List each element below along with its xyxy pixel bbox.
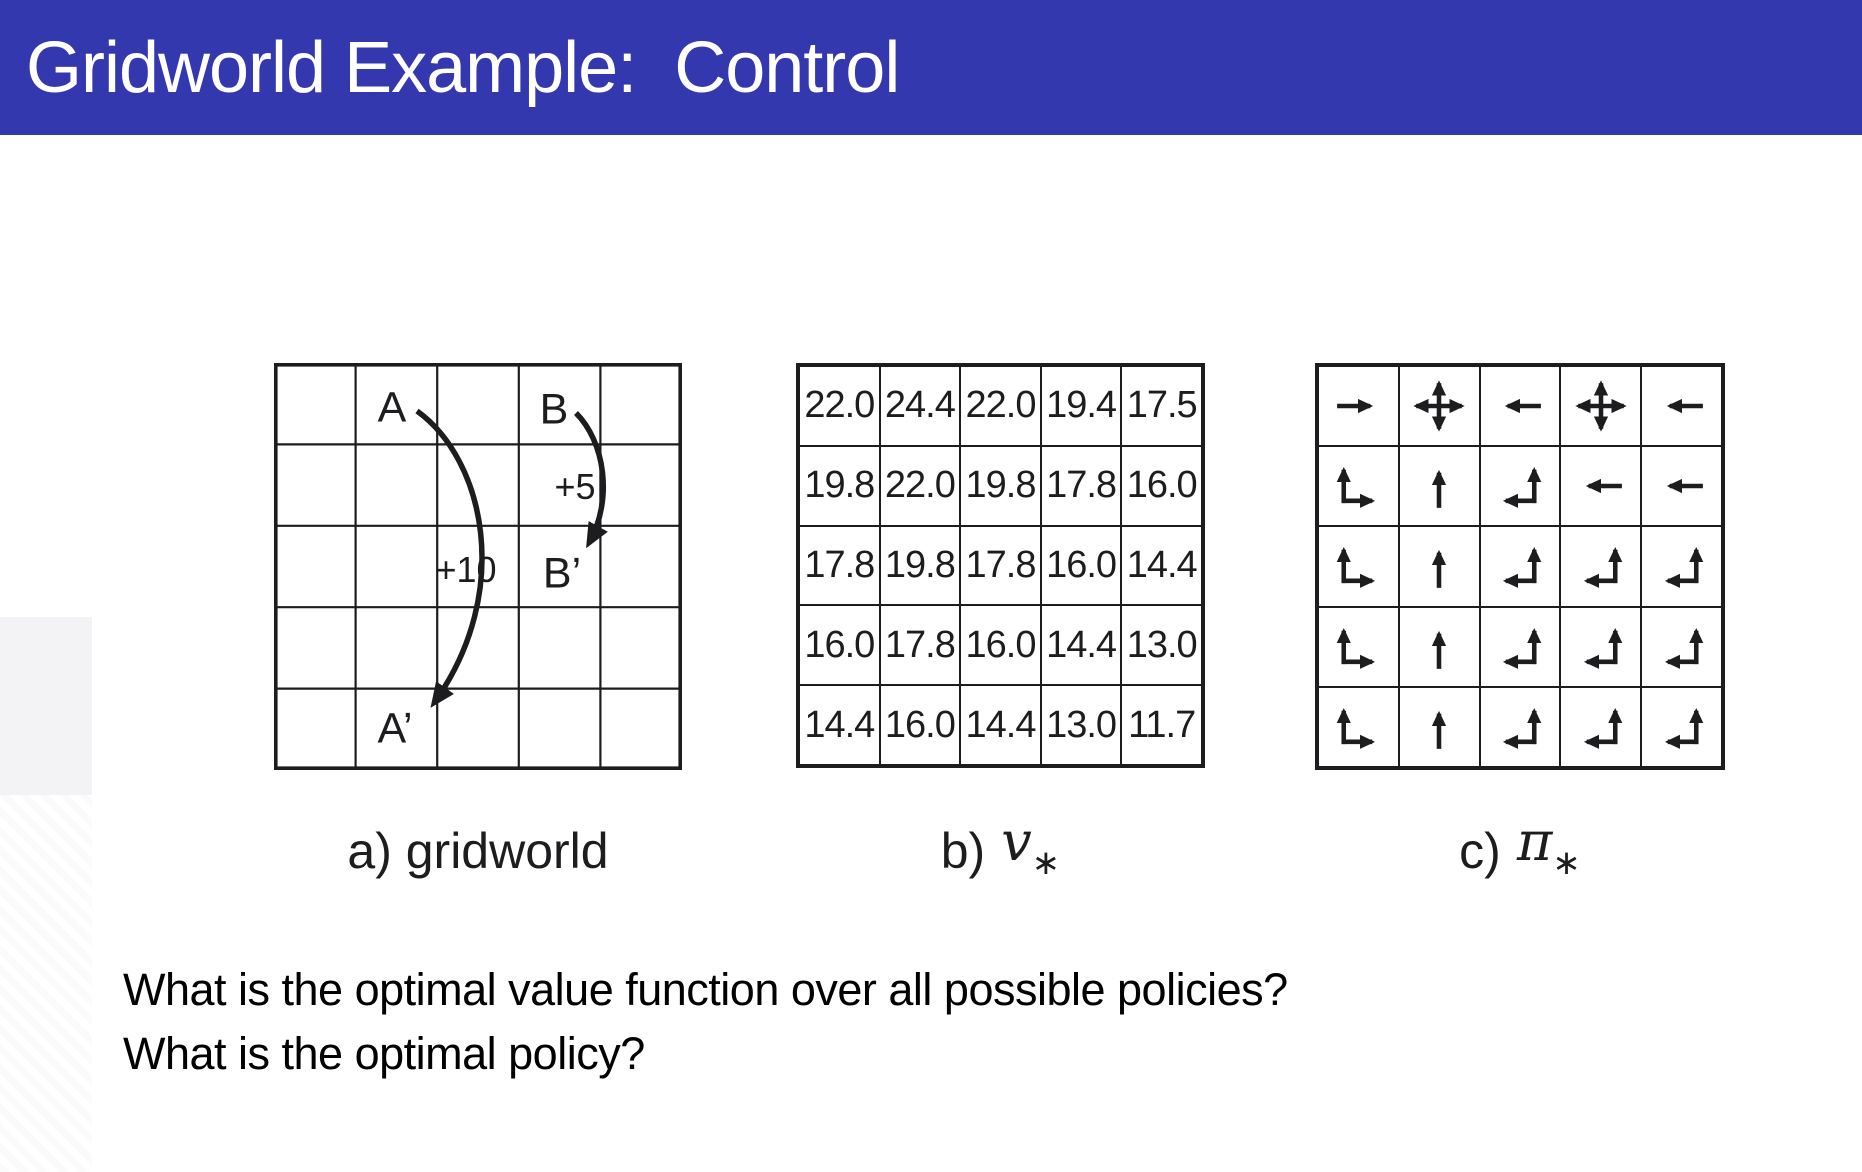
policy-cell [1480, 366, 1561, 446]
question-line-1: What is the optimal value function over all possible policies? [123, 964, 1288, 1015]
policy-cell [1399, 607, 1480, 687]
label-reward-plus10: +10 [435, 549, 497, 590]
up-left-arrow-icon [1563, 528, 1639, 604]
value-cell: 22.0 [880, 446, 961, 526]
policy-grid [1315, 363, 1725, 770]
policy-cell [1560, 526, 1641, 606]
up-arrow-icon [1401, 448, 1477, 524]
up-arrow-icon [1401, 528, 1477, 604]
policy-cell [1560, 366, 1641, 446]
up-left-arrow-icon [1482, 689, 1558, 765]
value-cell: 11.7 [1121, 685, 1202, 765]
value-cell: 19.4 [1041, 366, 1122, 446]
label-B-prime: B’ [542, 549, 582, 598]
policy-cell [1480, 446, 1561, 526]
value-cell: 22.0 [799, 366, 880, 446]
value-cell: 16.0 [880, 685, 961, 765]
watermark-texture [0, 795, 92, 1172]
up-left-arrow-icon [1644, 528, 1720, 604]
four-way-arrow-icon [1401, 368, 1477, 444]
policy-cell [1560, 446, 1641, 526]
four-way-arrow-icon [1563, 368, 1639, 444]
value-cell: 19.8 [799, 446, 880, 526]
policy-symbol: $\pi_∗$ [1516, 810, 1581, 883]
value-cell: 17.8 [1041, 446, 1122, 526]
up-arrow-icon [1401, 689, 1477, 765]
value-cell: 14.4 [960, 685, 1041, 765]
left-arrow-icon [1482, 368, 1558, 444]
value-cell: 24.4 [880, 366, 961, 446]
policy-cell [1560, 687, 1641, 767]
policy-cell [1399, 366, 1480, 446]
policy-cell [1399, 687, 1480, 767]
up-right-arrow-icon [1320, 528, 1396, 604]
policy-cell [1480, 687, 1561, 767]
policy-cell [1318, 446, 1399, 526]
right-arrow-icon [1320, 368, 1396, 444]
policy-cell [1318, 526, 1399, 606]
up-left-arrow-icon [1644, 609, 1720, 685]
label-B: B [539, 385, 569, 434]
up-right-arrow-icon [1320, 609, 1396, 685]
up-left-arrow-icon [1563, 689, 1639, 765]
up-arrow-icon [1401, 609, 1477, 685]
value-cell: 17.5 [1121, 366, 1202, 446]
policy-cell [1641, 446, 1722, 526]
caption-policy [1315, 810, 1725, 883]
policy-cell [1318, 687, 1399, 767]
up-left-arrow-icon [1482, 528, 1558, 604]
value-function-symbol: $v_∗$ [1001, 810, 1061, 883]
up-left-arrow-icon [1563, 609, 1639, 685]
policy-cell [1560, 607, 1641, 687]
caption-gridworld-text: a) gridworld [347, 823, 609, 879]
up-right-arrow-icon [1320, 448, 1396, 524]
watermark-texture [0, 617, 92, 795]
slide-header-bar [0, 0, 1862, 135]
value-cell: 14.4 [799, 685, 880, 765]
up-left-arrow-icon [1482, 609, 1558, 685]
policy-subscript-star: ∗ [1552, 843, 1581, 883]
policy-cell [1318, 607, 1399, 687]
caption-c-prefix: c) [1459, 823, 1501, 879]
value-cell: 19.8 [880, 526, 961, 606]
policy-cell [1399, 526, 1480, 606]
policy-cell [1480, 526, 1561, 606]
value-cell: 16.0 [1121, 446, 1202, 526]
value-cell: 16.0 [960, 605, 1041, 685]
up-right-arrow-icon [1320, 689, 1396, 765]
left-arrow-icon [1563, 448, 1639, 524]
left-arrow-icon [1644, 448, 1720, 524]
value-cell: 14.4 [1041, 605, 1122, 685]
gridworld-figure [274, 363, 682, 770]
label-A: A [377, 383, 407, 432]
value-cell: 19.8 [960, 446, 1041, 526]
up-left-arrow-icon [1482, 448, 1558, 524]
value-cell: 17.8 [880, 605, 961, 685]
value-cell: 16.0 [799, 605, 880, 685]
value-grid [796, 363, 1205, 768]
policy-cell [1641, 687, 1722, 767]
question-text [123, 958, 1288, 1086]
value-cell: 17.8 [960, 526, 1041, 606]
value-cell: 17.8 [799, 526, 880, 606]
label-A-prime: A’ [377, 704, 413, 753]
policy-cell [1641, 366, 1722, 446]
value-cell: 22.0 [960, 366, 1041, 446]
left-arrow-icon [1644, 368, 1720, 444]
policy-figure [1315, 363, 1725, 770]
value-cell: 16.0 [1041, 526, 1122, 606]
policy-cell [1641, 526, 1722, 606]
value-function-figure [796, 363, 1205, 768]
caption-gridworld [274, 814, 682, 880]
policy-cell [1641, 607, 1722, 687]
value-cell: 13.0 [1041, 685, 1122, 765]
page-title: Gridworld Example: Control [26, 27, 900, 108]
label-reward-plus5: +5 [554, 466, 596, 507]
policy-cell [1480, 607, 1561, 687]
value-cell: 14.4 [1121, 526, 1202, 606]
policy-cell [1399, 446, 1480, 526]
question-line-2: What is the optimal policy? [123, 1028, 645, 1079]
policy-cell [1318, 366, 1399, 446]
value-subscript-star: ∗ [1031, 843, 1061, 883]
value-cell: 13.0 [1121, 605, 1202, 685]
caption-value-function [796, 810, 1205, 883]
up-left-arrow-icon [1644, 689, 1720, 765]
caption-b-prefix: b) [940, 823, 986, 879]
